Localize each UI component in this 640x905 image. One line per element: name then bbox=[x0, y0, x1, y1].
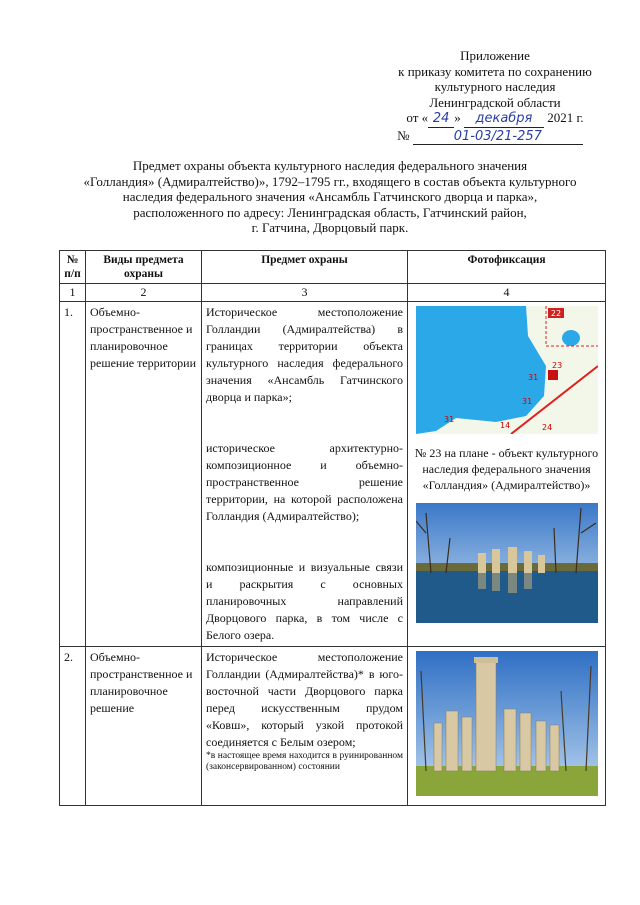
row-photos bbox=[408, 302, 606, 647]
footnote: *в настоящее время находится в руинированном (законсервированном) состоянии bbox=[206, 751, 403, 772]
header-num: № п/п bbox=[60, 251, 86, 284]
map-label: 31 bbox=[443, 415, 454, 424]
column-number-row: 1 2 3 4 bbox=[60, 284, 606, 302]
table-header-row bbox=[60, 251, 606, 284]
row-subject: Историческое местоположение Голландии (Адмиралтейства)* в юго-восточной части Дворцового парка перед искусственным прудом «Ковш», который узкой протокой соединяется с Белым озером; *в настоящее время находится в руинированном (законсервированном) состоянии bbox=[202, 647, 408, 806]
order-number: 01-03/21-257 bbox=[413, 129, 583, 146]
date-month: декабря bbox=[464, 111, 544, 128]
row-num: 1. bbox=[60, 302, 86, 647]
map-label: 31 bbox=[527, 373, 538, 382]
date-day: 24 bbox=[428, 111, 454, 128]
protection-table bbox=[59, 250, 606, 806]
row-subject: Историческое местоположение Голландии (Адмиралтейства) в границах территории объекта культурного наследия федерального значения «Ансамбль Гатчинского дворца и парка»; историческое архитектурно-композиционное и объемно-пространственное решение территории, на которой расположена Голландия (Адмиралтейство); композиционные и визуальные связи и раскрытия с основных планировочных направлений Дворцового парка, в том числе с Белого озера. bbox=[202, 302, 408, 647]
map-label: 24 bbox=[541, 423, 552, 432]
ruins-columns-photo bbox=[416, 651, 598, 796]
table-row bbox=[60, 302, 606, 647]
map-label: 22 bbox=[550, 309, 561, 318]
ruins-lake-photo bbox=[416, 503, 598, 623]
appendix-line: Ленинградской области bbox=[429, 94, 561, 110]
map-label: 31 bbox=[521, 397, 532, 406]
header-photo: Фотофиксация bbox=[408, 251, 606, 284]
map-caption: № 23 на плане - объект культурного наследия федерального значения «Голландия» (Адмиралтейство)» bbox=[414, 446, 599, 492]
site-plan-map bbox=[416, 306, 598, 434]
row-type: Объемно-пространственное и планировочное решение bbox=[86, 647, 202, 806]
appendix-line: к приказу комитета по сохранению bbox=[398, 63, 592, 79]
header-subject: Предмет охраны bbox=[202, 251, 408, 284]
row-num: 2. bbox=[60, 647, 86, 806]
appendix-date: от « 24 » декабря 2021 г. bbox=[406, 110, 584, 126]
appendix-block bbox=[370, 48, 620, 145]
appendix-line: Приложение bbox=[460, 48, 530, 63]
appendix-number: № 01-03/21-257 bbox=[360, 128, 620, 146]
table-row bbox=[60, 647, 606, 806]
header-type: Виды предмета охраны bbox=[86, 251, 202, 284]
appendix-line: культурного наследия bbox=[434, 79, 556, 94]
row-photos bbox=[408, 647, 606, 806]
map-label: 14 bbox=[499, 421, 510, 430]
row-type: Объемно-пространственное и планировочное решение территории bbox=[86, 302, 202, 647]
document-title: Предмет охраны объекта культурного наследия федерального значения «Голландия» (Адмиралтейство)», 1792–1795 гг., входящего в состав объекта культурного наследия федерального значения «Ансамбль Гатчинского дворца и парка», расположенного по адресу: Ленинградская область, Гатчинский район, г. Гатчина, Дворцовый парк. bbox=[83, 158, 577, 235]
map-label: 23 bbox=[551, 361, 562, 370]
